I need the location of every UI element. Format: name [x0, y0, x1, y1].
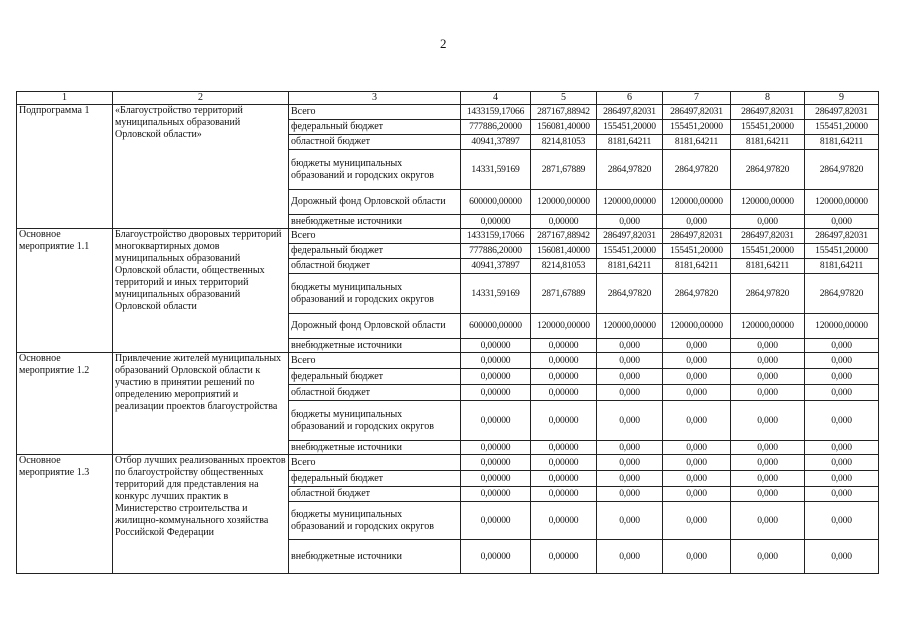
section-name: Основное мероприятие 1.1	[17, 229, 113, 353]
amount-cell: 0,00000	[531, 540, 597, 574]
amount-cell: 0,00000	[461, 385, 531, 401]
amount-cell: 0,000	[663, 487, 731, 502]
amount-cell: 0,000	[805, 369, 879, 385]
section-description: Привлечение жителей муниципальных образований Орловской области к участию в принятии решений по определению мероприятий и реализации проектов благоустройства	[113, 353, 289, 455]
amount-cell: 0,000	[731, 401, 805, 441]
amount-cell: 0,000	[731, 441, 805, 455]
amount-cell: 155451,20000	[597, 120, 663, 135]
budget-table	[16, 91, 879, 574]
amount-cell: 0,000	[663, 401, 731, 441]
amount-cell: 777886,20000	[461, 244, 531, 259]
funding-source: Всего	[289, 455, 461, 471]
funding-source: внебюджетные источники	[289, 441, 461, 455]
amount-cell: 0,000	[597, 401, 663, 441]
amount-cell: 14331,59169	[461, 150, 531, 190]
amount-cell: 0,00000	[531, 385, 597, 401]
amount-cell: 0,000	[597, 369, 663, 385]
amount-cell: 0,000	[731, 471, 805, 487]
amount-cell: 2864,97820	[663, 150, 731, 190]
amount-cell: 156081,40000	[531, 244, 597, 259]
amount-cell: 40941,37897	[461, 135, 531, 150]
header-row	[17, 92, 879, 105]
amount-cell: 0,000	[663, 471, 731, 487]
funding-source: федеральный бюджет	[289, 471, 461, 487]
amount-cell: 0,00000	[461, 401, 531, 441]
amount-cell: 0,000	[663, 441, 731, 455]
amount-cell: 8181,64211	[805, 259, 879, 274]
amount-cell: 0,00000	[461, 369, 531, 385]
amount-cell: 155451,20000	[805, 244, 879, 259]
amount-cell: 286497,82031	[731, 229, 805, 244]
section-name: Основное мероприятие 1.3	[17, 455, 113, 574]
amount-cell: 0,000	[805, 339, 879, 353]
amount-cell: 0,000	[597, 540, 663, 574]
funding-source: внебюджетные источники	[289, 339, 461, 353]
table-row	[17, 353, 879, 369]
funding-source: бюджеты муниципальных образований и городских округов	[289, 150, 461, 190]
amount-cell: 0,000	[597, 502, 663, 540]
column-header: 5	[531, 92, 597, 105]
table-row	[17, 455, 879, 471]
amount-cell: 8214,81053	[531, 259, 597, 274]
amount-cell: 0,000	[731, 487, 805, 502]
amount-cell: 0,000	[663, 540, 731, 574]
amount-cell: 2864,97820	[805, 274, 879, 314]
amount-cell: 14331,59169	[461, 274, 531, 314]
page-number: 2	[440, 36, 447, 51]
amount-cell: 2871,67889	[531, 150, 597, 190]
funding-source: федеральный бюджет	[289, 369, 461, 385]
amount-cell: 286497,82031	[805, 105, 879, 120]
amount-cell: 0,000	[805, 401, 879, 441]
funding-source: бюджеты муниципальных образований и городских округов	[289, 401, 461, 441]
amount-cell: 1433159,17066	[461, 229, 531, 244]
amount-cell: 0,00000	[531, 502, 597, 540]
amount-cell: 0,000	[597, 487, 663, 502]
amount-cell: 0,000	[731, 369, 805, 385]
amount-cell: 2864,97820	[731, 274, 805, 314]
amount-cell: 0,000	[805, 471, 879, 487]
amount-cell: 120000,00000	[531, 190, 597, 215]
amount-cell: 0,000	[731, 353, 805, 369]
amount-cell: 600000,00000	[461, 314, 531, 339]
section-name: Подпрограмма 1	[17, 105, 113, 229]
section-name: Основное мероприятие 1.2	[17, 353, 113, 455]
amount-cell: 0,000	[663, 369, 731, 385]
column-header: 4	[461, 92, 531, 105]
amount-cell: 8181,64211	[663, 135, 731, 150]
amount-cell: 0,000	[597, 441, 663, 455]
amount-cell: 0,00000	[461, 455, 531, 471]
amount-cell: 2864,97820	[805, 150, 879, 190]
amount-cell: 2864,97820	[663, 274, 731, 314]
amount-cell: 0,000	[597, 215, 663, 229]
amount-cell: 0,000	[731, 215, 805, 229]
amount-cell: 0,000	[731, 455, 805, 471]
table-row	[17, 105, 879, 120]
amount-cell: 0,00000	[531, 401, 597, 441]
amount-cell: 0,000	[805, 215, 879, 229]
amount-cell: 286497,82031	[731, 105, 805, 120]
amount-cell: 0,00000	[461, 339, 531, 353]
funding-source: областной бюджет	[289, 135, 461, 150]
funding-source: областной бюджет	[289, 385, 461, 401]
amount-cell: 0,00000	[531, 339, 597, 353]
funding-source: Всего	[289, 105, 461, 120]
amount-cell: 155451,20000	[731, 120, 805, 135]
amount-cell: 120000,00000	[805, 314, 879, 339]
amount-cell: 777886,20000	[461, 120, 531, 135]
amount-cell: 0,000	[597, 339, 663, 353]
section-description: Благоустройство дворовых территорий многоквартирных домов муниципальных образований Орловской области, общественных территорий и иных территорий муниципальных образований Орловской области	[113, 229, 289, 353]
amount-cell: 287167,88942	[531, 105, 597, 120]
amount-cell: 0,00000	[461, 487, 531, 502]
amount-cell: 120000,00000	[531, 314, 597, 339]
amount-cell: 120000,00000	[731, 314, 805, 339]
amount-cell: 0,000	[597, 353, 663, 369]
amount-cell: 0,00000	[531, 471, 597, 487]
amount-cell: 8181,64211	[731, 259, 805, 274]
amount-cell: 0,000	[805, 487, 879, 502]
column-header: 6	[597, 92, 663, 105]
funding-source: федеральный бюджет	[289, 244, 461, 259]
amount-cell: 286497,82031	[805, 229, 879, 244]
amount-cell: 0,00000	[461, 502, 531, 540]
amount-cell: 120000,00000	[663, 314, 731, 339]
funding-source: Всего	[289, 353, 461, 369]
amount-cell: 0,000	[731, 339, 805, 353]
amount-cell: 1433159,17066	[461, 105, 531, 120]
amount-cell: 0,00000	[531, 369, 597, 385]
funding-source: Всего	[289, 229, 461, 244]
section-description: «Благоустройство территорий муниципальных образований Орловской области»	[113, 105, 289, 229]
amount-cell: 8214,81053	[531, 135, 597, 150]
amount-cell: 120000,00000	[597, 314, 663, 339]
funding-source: внебюджетные источники	[289, 215, 461, 229]
amount-cell: 8181,64211	[663, 259, 731, 274]
amount-cell: 0,000	[663, 339, 731, 353]
amount-cell: 0,000	[597, 455, 663, 471]
amount-cell: 2864,97820	[597, 274, 663, 314]
amount-cell: 600000,00000	[461, 190, 531, 215]
column-header: 7	[663, 92, 731, 105]
column-header: 2	[113, 92, 289, 105]
amount-cell: 0,000	[805, 353, 879, 369]
column-header: 8	[731, 92, 805, 105]
amount-cell: 0,000	[663, 215, 731, 229]
amount-cell: 120000,00000	[805, 190, 879, 215]
amount-cell: 0,000	[663, 385, 731, 401]
amount-cell: 120000,00000	[731, 190, 805, 215]
funding-source: Дорожный фонд Орловской области	[289, 314, 461, 339]
amount-cell: 0,000	[731, 502, 805, 540]
amount-cell: 2864,97820	[597, 150, 663, 190]
amount-cell: 0,000	[731, 385, 805, 401]
funding-source: внебюджетные источники	[289, 540, 461, 574]
amount-cell: 0,000	[597, 385, 663, 401]
amount-cell: 0,000	[805, 441, 879, 455]
amount-cell: 120000,00000	[597, 190, 663, 215]
funding-source: Дорожный фонд Орловской области	[289, 190, 461, 215]
amount-cell: 0,000	[805, 385, 879, 401]
amount-cell: 155451,20000	[597, 244, 663, 259]
amount-cell: 8181,64211	[805, 135, 879, 150]
amount-cell: 2871,67889	[531, 274, 597, 314]
amount-cell: 120000,00000	[663, 190, 731, 215]
amount-cell: 0,00000	[531, 455, 597, 471]
amount-cell: 0,000	[663, 502, 731, 540]
column-header: 1	[17, 92, 113, 105]
table-row	[17, 229, 879, 244]
amount-cell: 0,00000	[531, 215, 597, 229]
column-header: 9	[805, 92, 879, 105]
funding-source: бюджеты муниципальных образований и городских округов	[289, 502, 461, 540]
amount-cell: 0,000	[597, 471, 663, 487]
amount-cell: 0,00000	[461, 215, 531, 229]
section-description: Отбор лучших реализованных проектов по благоустройству общественных территорий для представления на конкурс лучших практик в Министерство строительства и жилищно-коммунального хозяйства Российской Федерации	[113, 455, 289, 574]
amount-cell: 2864,97820	[731, 150, 805, 190]
column-header: 3	[289, 92, 461, 105]
funding-source: областной бюджет	[289, 259, 461, 274]
amount-cell: 0,000	[805, 502, 879, 540]
amount-cell: 0,00000	[461, 353, 531, 369]
amount-cell: 286497,82031	[663, 229, 731, 244]
amount-cell: 0,000	[805, 540, 879, 574]
amount-cell: 0,00000	[531, 353, 597, 369]
amount-cell: 0,000	[663, 353, 731, 369]
amount-cell: 286497,82031	[597, 105, 663, 120]
amount-cell: 0,00000	[461, 540, 531, 574]
funding-source: областной бюджет	[289, 487, 461, 502]
amount-cell: 0,00000	[461, 441, 531, 455]
amount-cell: 8181,64211	[597, 259, 663, 274]
amount-cell: 156081,40000	[531, 120, 597, 135]
amount-cell: 40941,37897	[461, 259, 531, 274]
amount-cell: 0,000	[663, 455, 731, 471]
amount-cell: 8181,64211	[731, 135, 805, 150]
amount-cell: 0,000	[805, 455, 879, 471]
amount-cell: 155451,20000	[731, 244, 805, 259]
amount-cell: 155451,20000	[663, 120, 731, 135]
amount-cell: 0,00000	[531, 487, 597, 502]
amount-cell: 286497,82031	[597, 229, 663, 244]
amount-cell: 8181,64211	[597, 135, 663, 150]
amount-cell: 286497,82031	[663, 105, 731, 120]
amount-cell: 0,000	[731, 540, 805, 574]
amount-cell: 287167,88942	[531, 229, 597, 244]
amount-cell: 0,00000	[531, 441, 597, 455]
funding-source: федеральный бюджет	[289, 120, 461, 135]
amount-cell: 155451,20000	[805, 120, 879, 135]
funding-source: бюджеты муниципальных образований и городских округов	[289, 274, 461, 314]
amount-cell: 0,00000	[461, 471, 531, 487]
amount-cell: 155451,20000	[663, 244, 731, 259]
